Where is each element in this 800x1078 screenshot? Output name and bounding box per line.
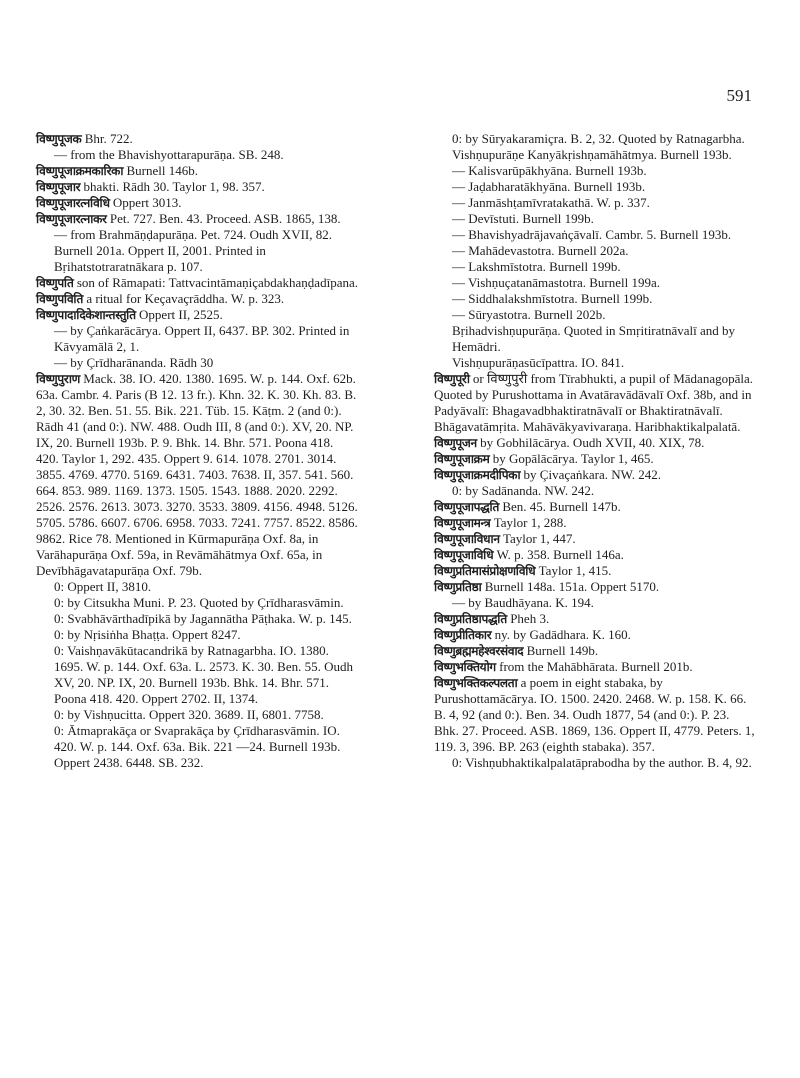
entry-text: from the Mahābhārata. Burnell 201b. [495,659,693,674]
index-entry [36,371,358,579]
entry-text: 0: Vishṇubhaktikalpalatāprabodha by the author. B. 4, 92. [452,755,752,770]
entry-headword: विष्णुभक्तिकल्पलता [434,676,518,690]
index-subentry [36,595,358,611]
index-subentry [36,723,358,771]
index-entry [434,435,756,451]
index-entry [434,659,756,675]
entry-text: 0: by Sūryakaramiçra. B. 2, 32. Quoted by Ratnagarbha. [452,131,745,146]
entry-text: 0: by Nṛisiṅha Bhaṭṭa. Oppert 8247. [54,627,241,642]
index-entry [434,547,756,563]
index-subentry [434,291,756,307]
entry-text: — Jaḍabharatākhyāna. Burnell 193b. [452,179,646,194]
entry-text: Burnell 146b. [123,163,198,178]
entry-text: — Mahādevastotra. Burnell 202a. [452,243,629,258]
page-number: 591 [726,86,752,105]
entry-text: Bṛihadvishṇupurāṇa. Quoted in Smṛitiratnāvalī and by Hemādri. [452,323,736,354]
entry-headword: विष्णुपति [36,276,74,290]
index-entry [36,307,358,323]
entry-headword: विष्णुपूजाविधान [434,532,500,546]
index-subentry [434,179,756,195]
index-subentry [36,643,358,707]
index-entry [434,627,756,643]
index-subentry [36,627,358,643]
index-entry [36,291,358,307]
entry-headword: विष्णुपूजक [36,132,82,146]
entry-headword: विष्णुपूजन [434,436,477,450]
entry-text: 0: by Sadānanda. NW. 242. [452,483,595,498]
entry-text: Taylor 1, 415. [535,563,612,578]
index-subentry [434,275,756,291]
entry-text: — Bhavishyadrājavaṅçāvalī. Cambr. 5. Burnell 193b. [452,227,732,242]
entry-headword: विष्णुप्रीतिकार [434,628,492,642]
entry-text: or विष्णुपुरी from Tīrabhukti, a pupil of Mādanagopāla. Quoted by Purushottama in Avatāravādāvalī Oxf. 38b, and in Padyāvalī: Bhagavadbhaktiratnāvalī or Bhaktiratnāvalī. Bhāgavatāmṛita. Mahāvākyavivaraṇa. Haribhaktikalpalatā. [434,371,753,434]
entry-text: Oppert 3013. [109,195,182,210]
entry-text: a ritual for Keçavaçrāddha. W. p. 323. [83,291,285,306]
entry-text: W. p. 358. Burnell 146a. [493,547,624,562]
entry-text: bhakti. Rādh 30. Taylor 1, 98. 357. [80,179,265,194]
entry-text: — Siddhalakshmīstotra. Burnell 199b. [452,291,653,306]
entry-text: — from the Bhavishyottarapurāṇa. SB. 248. [54,147,284,162]
entry-text: Bhr. 722. [81,131,133,146]
index-subentry [434,323,756,355]
entry-headword: विष्णुपूरी [434,372,470,386]
index-subentry [36,147,358,163]
entry-text: — Janmāshṭamīvratakathā. W. p. 337. [452,195,650,210]
index-subentry [434,483,756,499]
entry-text: — Kalisvarūpākhyāna. Burnell 193b. [452,163,647,178]
entry-headword: विष्णुपविति [36,292,84,306]
index-subentry [434,755,756,771]
index-subentry [434,355,756,371]
index-subentry [434,147,756,163]
index-entry [434,451,756,467]
entry-headword: विष्णुपादादिकेशान्तस्तुति [36,308,136,322]
entry-text: 0: Svabhāvārthadīpikā by Jagannātha Pāṭhaka. W. p. 145. [54,611,352,626]
entry-headword: विष्णुप्रतिष्ठापद्धति [434,612,507,626]
entry-text: Taylor 1, 288. [490,515,567,530]
index-entry [36,275,358,291]
index-entry [36,195,358,211]
index-entry [36,131,358,147]
entry-headword: विष्णुप्रतिष्ठा [434,580,482,594]
index-entry [434,531,756,547]
entry-headword: विष्णुपूजाक्रम [434,452,490,466]
entry-text: Vishṇupurāṇe Kanyākṛishṇamāhātmya. Burnell 193b. [452,147,732,162]
entry-text: — Devīstuti. Burnell 199b. [452,211,594,226]
entry-text: a poem in eight stabaka, by Purushottamācārya. IO. 1500. 2420. 2468. W. p. 158. K. 66. B. 4, 92 (and 0:). Ben. 34. Oudh 1877, 54 (and 0:). P. 23. Bhk. 27. Proceed. ASB. 1869, 136. Oppert II, 4779. Peters. 1, 119. 3, 396. BP. 263 (eighth stabaka). 357. [434,675,755,754]
index-entry [36,163,358,179]
entry-text: — from Brahmāṇḍapurāṇa. Pet. 724. Oudh XVII, 82. Burnell 201a. Oppert II, 2001. Printed in Bṛihatstotraratnākara p. 107. [54,227,332,274]
index-subentry [434,195,756,211]
index-subentry [434,259,756,275]
entry-headword: विष्णुपूजारत्नविधि [36,196,110,210]
index-entry [36,211,358,227]
right-column [434,131,756,771]
entry-text: — by Çaṅkarācārya. Oppert II, 6437. BP. 302. Printed in Kāvyamālā 2, 1. [54,323,350,354]
entry-headword: विष्णुप्रतिमासंप्रोक्षणविधि [434,564,536,578]
index-entry [434,579,756,595]
entry-text: Burnell 149b. [523,643,599,658]
entry-headword: विष्णुपूजार [36,180,81,194]
entry-text: — Lakshmīstotra. Burnell 199b. [452,259,621,274]
entry-text: by Çivaçaṅkara. NW. 242. [520,467,661,482]
entry-text: — by Baudhāyana. K. 194. [452,595,594,610]
entry-text: 0: Oppert II, 3810. [54,579,152,594]
entry-text: 0: Vaishṇavākūtacandrikā by Ratnagarbha. IO. 1380. 1695. W. p. 144. Oxf. 63a. L. 2573. K. 30. Ben. 55. Oudh XV, 20. NP. IX, 20. Burnell 193b. Bhk. 14. Bhr. 571. Poona 418. 420. Oppert 2702. II, 1374. [54,643,353,706]
entry-headword: विष्णुपूजापद्धति [434,500,500,514]
index-subentry [434,243,756,259]
entry-text: — Vishṇuçatanāmastotra. Burnell 199a. [452,275,661,290]
index-entry [434,611,756,627]
entry-text: by Gobhilācārya. Oudh XVII, 40. XIX, 78. [476,435,705,450]
index-entry [434,371,756,435]
index-subentry [434,595,756,611]
entry-headword: विष्णुभक्तियोग [434,660,496,674]
entry-headword: विष्णुपुराण [36,372,81,386]
entry-text: son of Rāmapati: Tattvacintāmaṇiçabdakhaṇḍadīpana. [73,275,358,290]
index-subentry [36,355,358,371]
index-subentry [36,611,358,627]
index-entry [434,515,756,531]
entry-headword: विष्णुब्रह्ममहेश्वरसंवाद [434,644,524,658]
entry-text: ny. by Gadādhara. K. 160. [491,627,631,642]
entry-headword: विष्णुपूजाक्रमकारिका [36,164,124,178]
entry-text: Vishṇupurāṇasūcīpattra. IO. 841. [452,355,625,370]
entry-text: 0: by Citsukha Muni. P. 23. Quoted by Çrīdharasvāmin. [54,595,344,610]
index-entry [434,675,756,755]
index-entry [36,179,358,195]
index-subentry [434,211,756,227]
index-subentry [36,227,358,275]
entry-text: 0: by Vishṇucitta. Oppert 320. 3689. II, 6801. 7758. [54,707,324,722]
entry-headword: विष्णुपूजामन्त्र [434,516,491,530]
index-subentry [434,163,756,179]
entry-text: Taylor 1, 447. [499,531,576,546]
entry-text: Mack. 38. IO. 420. 1380. 1695. W. p. 144. Oxf. 62b. 63a. Cambr. 4. Paris (B 12. 13 fr.). Khn. 32. K. 30. Kh. 83. B. 2, 30. 32. Ben. 51. 55. Bik. 221. Tüb. 15. Kāṭm. 2 (and 0:). Rādh 41 (and 0:). NW. 488. Oudh III, 8 (and 0:). XV, 20. NP. IX, 20. Burnell 193b. P. 9. Bhk. 14. Bhr. 571. Poona 418. 420. Taylor 1, 292. 435. Oppert 9. 614. 1078. 2701. 3014. 3855. 4769. 4770. 5169. 6431. 7403. 7638. II, 357. 541. 560. 664. 853. 989. 1169. 1373. 1505. 1543. 1888. 2020. 2292. 2526. 2576. 2613. 3073. 3270. 3533. 3809. 4156. 4948. 5126. 5705. 5786. 6607. 6706. 6958. 7033. 7241. 7757. 8522. 8586. 9862. Rice 78. Mentioned in Kūrmapurāṇa Oxf. 8a, in Varāhapurāṇa Oxf. 59a, in Revāmāhātmya Oxf. 65a, in Devībhāgavatapurāṇa Oxf. 79b. [36,371,358,578]
entry-text: Burnell 148a. 151a. Oppert 5170. [481,579,660,594]
index-entry [434,643,756,659]
entry-headword: विष्णुपूजारत्नाकर [36,212,107,226]
entry-headword: विष्णुपूजाविधि [434,548,494,562]
entry-text: Pet. 727. Ben. 43. Proceed. ASB. 1865, 138. [106,211,341,226]
index-entry [434,499,756,515]
index-entry [434,563,756,579]
entry-text: Ben. 45. Burnell 147b. [499,499,621,514]
index-subentry [434,307,756,323]
index-subentry [434,131,756,147]
index-subentry [36,323,358,355]
entry-text: — Sūryastotra. Burnell 202b. [452,307,606,322]
entry-text: by Gopālācārya. Taylor 1, 465. [489,451,654,466]
entry-text: Oppert II, 2525. [135,307,223,322]
entry-text: Pheh 3. [506,611,550,626]
index-subentry [36,579,358,595]
entry-text: — by Çrīdharānanda. Rādh 30 [54,355,214,370]
index-entry [434,467,756,483]
entry-text: 0: Ātmaprakāça or Svaprakāça by Çrīdharasvāmin. IO. 420. W. p. 144. Oxf. 63a. Bik. 221 —24. Burnell 193b. Oppert 2438. 6448. SB. 232. [54,723,341,770]
index-subentry [36,707,358,723]
left-column [36,131,358,771]
index-subentry [434,227,756,243]
entry-headword: विष्णुपूजाक्रमदीपिका [434,468,521,482]
